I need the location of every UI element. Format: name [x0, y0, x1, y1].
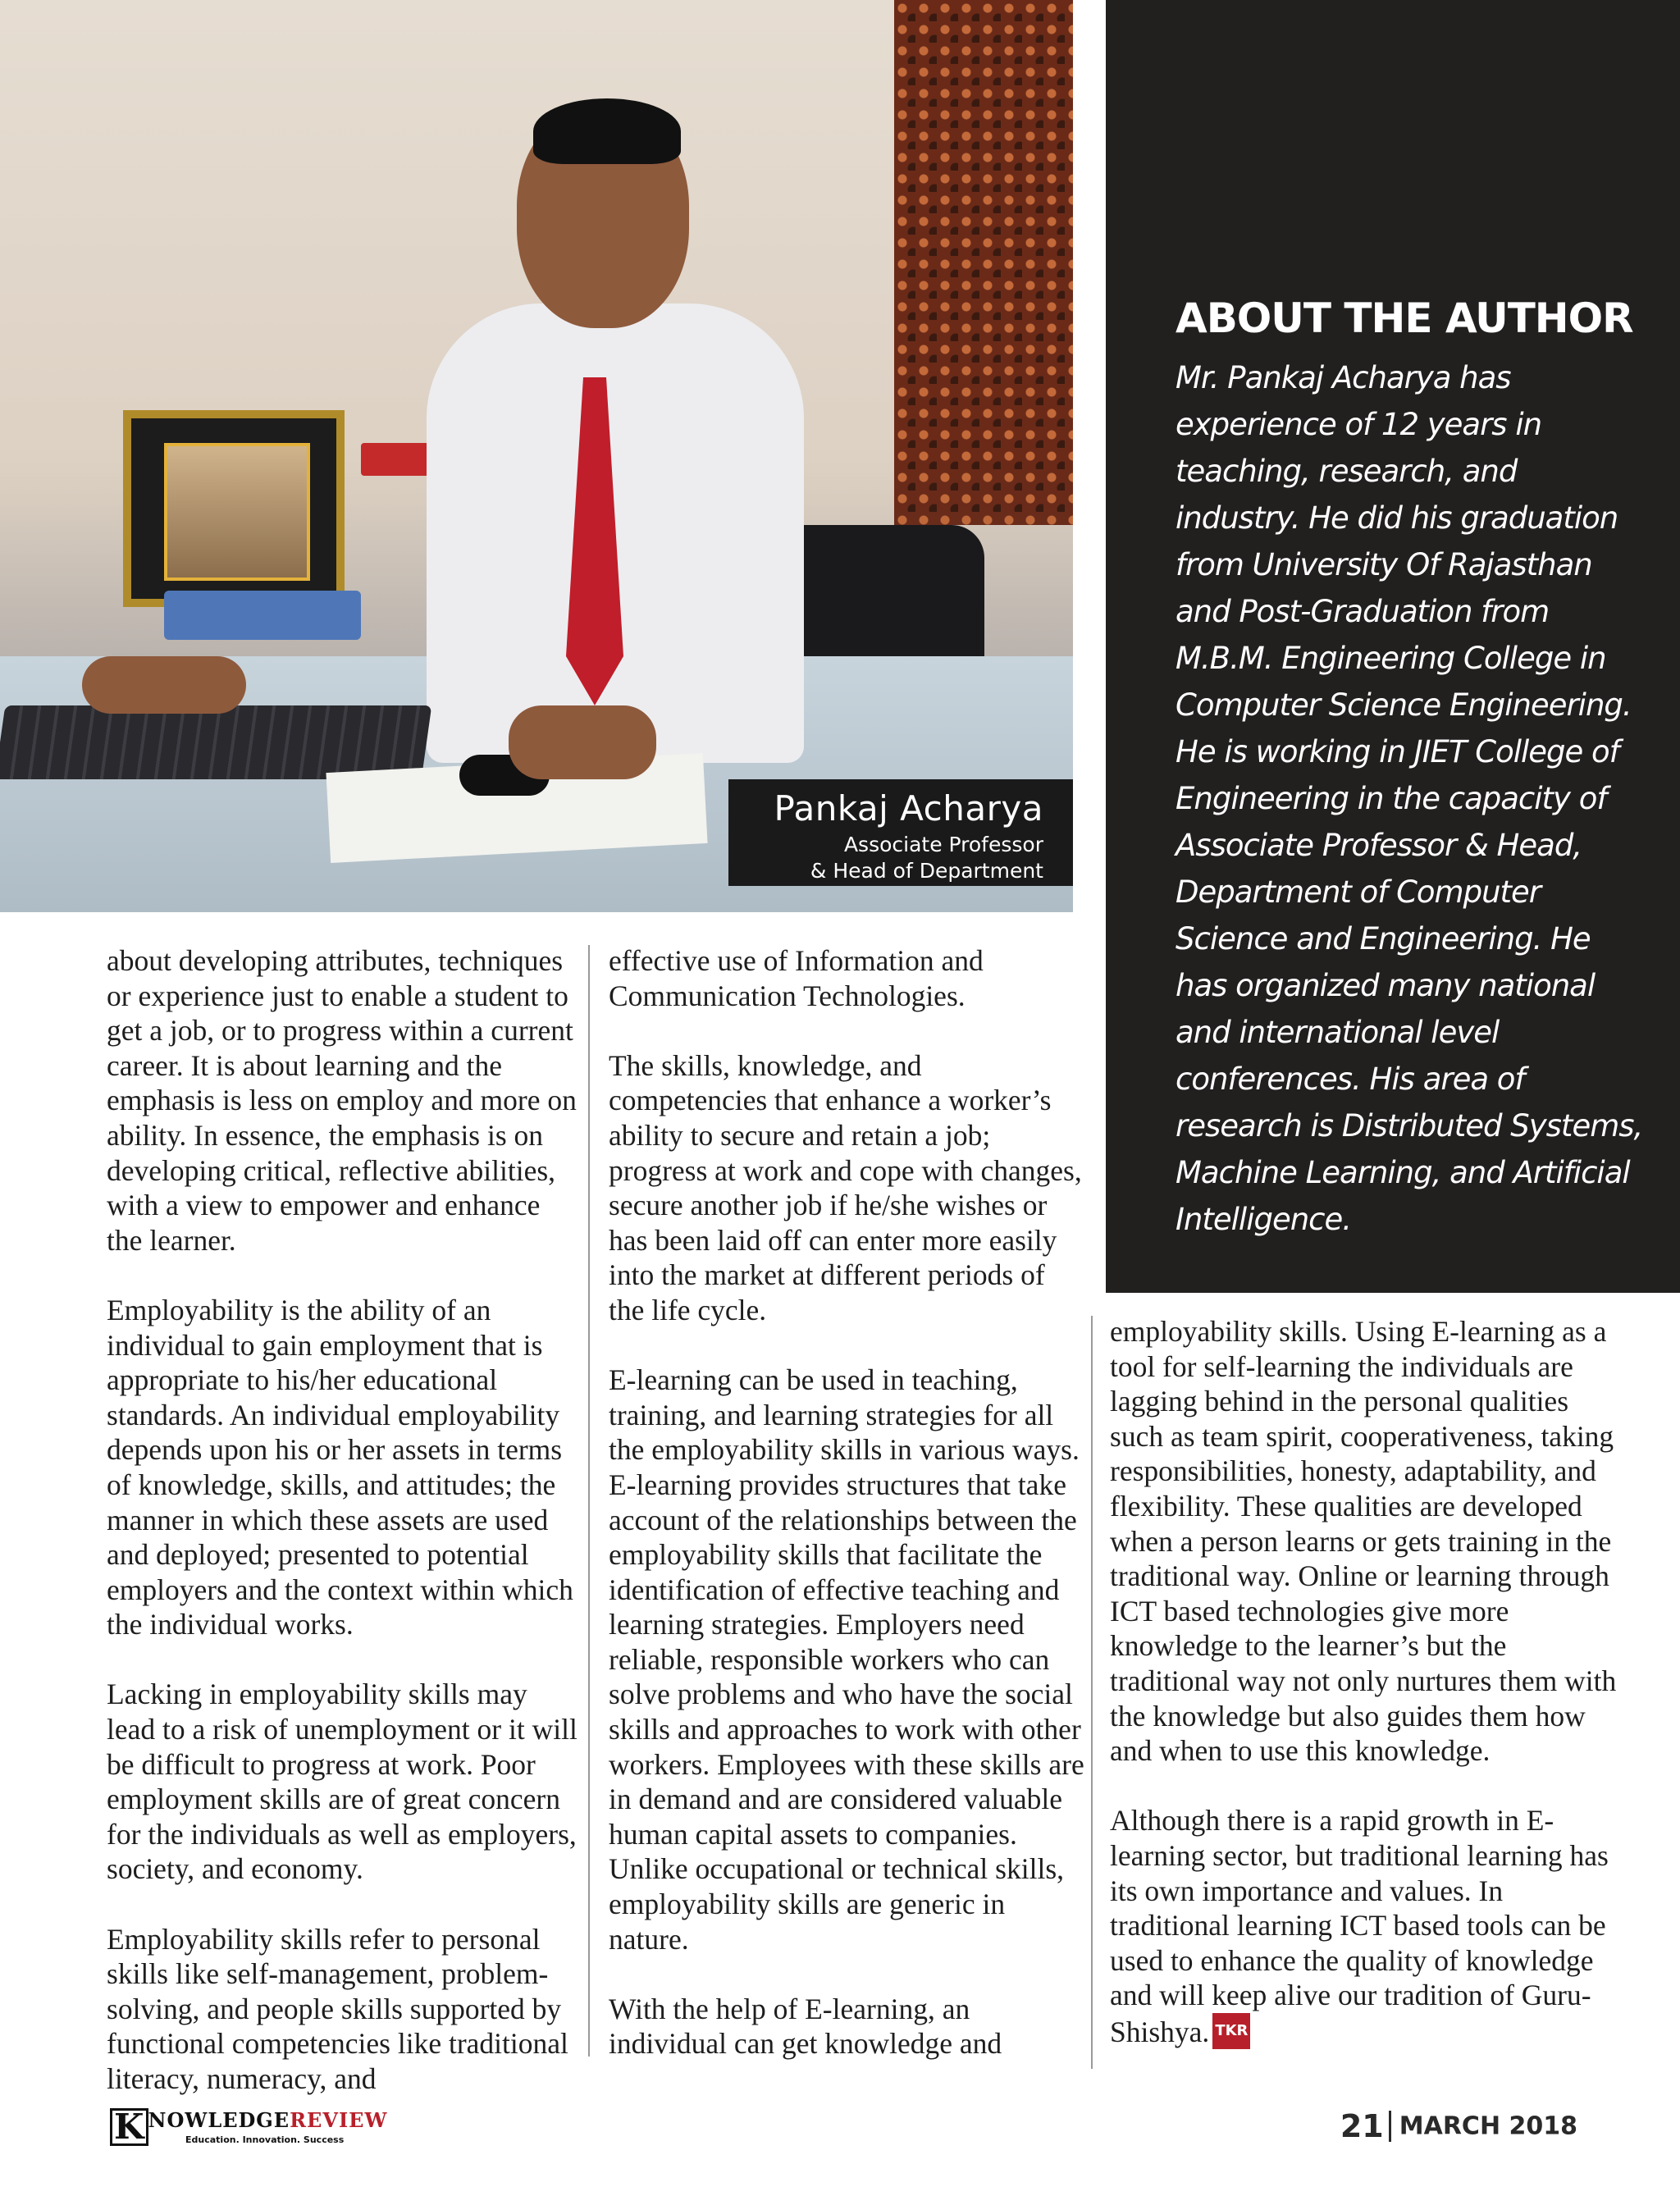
paragraph: Employability skills refer to personal skills like self-management, problem-solving, and people skills supported by functional competencies like traditional literacy, numeracy, and — [107, 1922, 568, 2095]
about-author-box — [1106, 0, 1680, 1293]
paragraph: effective use of Information and Communication Technologies. — [609, 944, 984, 1012]
page-number: 21 — [1340, 2108, 1384, 2144]
footer-divider — [1389, 2111, 1391, 2142]
article-column-3 — [1110, 1314, 1618, 2049]
photo-caption — [728, 779, 1073, 886]
person-hair — [533, 98, 681, 164]
end-mark-logo: TKR — [1212, 2013, 1250, 2050]
caption-role-line1: Associate Professor — [843, 833, 1043, 856]
paragraph: Employability is the ability of an individual to gain employment that is appropriate to his/her educational standards. An individual employability depends upon his or her assets in terms of knowledge, skills, and attitudes; the manner in which these assets are used and deployed; presented to potential employers and the context within which the individual works. — [107, 1293, 573, 1641]
keyboard — [0, 705, 431, 779]
column-divider — [588, 945, 590, 2057]
paragraph: about developing attributes, techniques or experience just to enable a student to get a job, or to progress within a current career. It is about learning and the emphasis is less on employ and more on ability. In essence, the emphasis is on developing critical, reflective abilities, with a view to empower and enhance the learner. — [107, 944, 577, 1257]
caption-name: Pankaj Acharya — [774, 788, 1043, 829]
article-column-2 — [609, 943, 1084, 2061]
about-author-text: Mr. Pankaj Acharya has experience of 12 years in teaching, research, and industry. He did his graduation from University Of Rajasthan and Post-Graduation from M.B.M. Engineering College in Computer Science Engineering. He is working in JIET College of Engineering in the capacity of Associate Professor & Head, Department of Computer Science and Engineering. He has organized many national and international level conferences. His area of research is Distributed Systems, Machine Learning, and Artificial Intelligence. — [1176, 360, 1643, 1237]
paragraph-last — [1110, 1803, 1618, 2049]
issue-date: MARCH 2018 — [1399, 2111, 1577, 2141]
logo-tagline: Education. Innovation. Success — [185, 2134, 345, 2145]
framed-picture — [164, 443, 310, 581]
page-footer — [1340, 2108, 1577, 2144]
logo-word-black: NOWLEDGE — [148, 2108, 290, 2132]
caption-role-line2: & Head of Department — [810, 859, 1043, 883]
magazine-logo — [110, 2107, 388, 2147]
curtain — [894, 0, 1073, 525]
paragraph: E-learning can be used in teaching, training, and learning strategies for all the employability skills in various ways. E-learning provides structures that take account of the relationships between the employability skills that facilitate the identification of effective teaching and learning strategies. Employers need reliable, responsible workers who can solve problems and who have the social skills and approaches to work with other workers. Employees with these skills are in demand and are considered valuable human capital assets to companies. Unlike occupational or technical skills, employability skills are generic in nature. — [609, 1363, 1084, 1956]
right-hand — [509, 705, 656, 779]
logo-word — [148, 2108, 388, 2132]
logo-k: K — [110, 2108, 148, 2146]
paragraph: Lacking in employability skills may lead to a risk of unemployment or it will be difficult to progress at work. Poor employment skills are of great concern for the individuals as well as employers, society, and economy. — [107, 1678, 578, 1886]
article-column-1 — [107, 943, 582, 2097]
left-hand — [82, 656, 246, 714]
photo-frame — [123, 410, 345, 607]
paragraph: With the help of E-learning, an individual can get knowledge and — [609, 1992, 1002, 2061]
blue-tray — [164, 591, 361, 640]
column-divider — [1091, 1316, 1093, 2069]
paragraph-text: Although there is a rapid growth in E-learning sector, but traditional learning has its own importance and values. In traditional learning ICT based tools can be used to enhance the quality of knowledge and will keep alive our tradition of Guru-Shishya. — [1110, 1804, 1609, 2048]
author-photo — [0, 0, 1073, 912]
paragraph: The skills, knowledge, and competencies that enhance a worker’s ability to secure and retain a job; progress at work and cope with changes, secure another job if he/she wishes or has been laid off can enter more easily into the market at different periods of the life cycle. — [609, 1048, 1082, 1326]
about-author-title: ABOUT THE AUTHOR — [1176, 294, 1633, 342]
logo-word-red: REVIEW — [290, 2108, 388, 2132]
paragraph: employability skills. Using E-learning as a tool for self-learning the individuals are lagging behind in the personal qualities such as team spirit, cooperativeness, taking responsibilities, honesty, adaptability, and flexibility. These qualities are developed when a person learns or gets training in the traditional way. Online or learning through ICT based technologies give more knowledge to the learner’s but the traditional way not only nurtures them with the knowledge but also guides them how and when to use this knowledge. — [1110, 1315, 1617, 1768]
